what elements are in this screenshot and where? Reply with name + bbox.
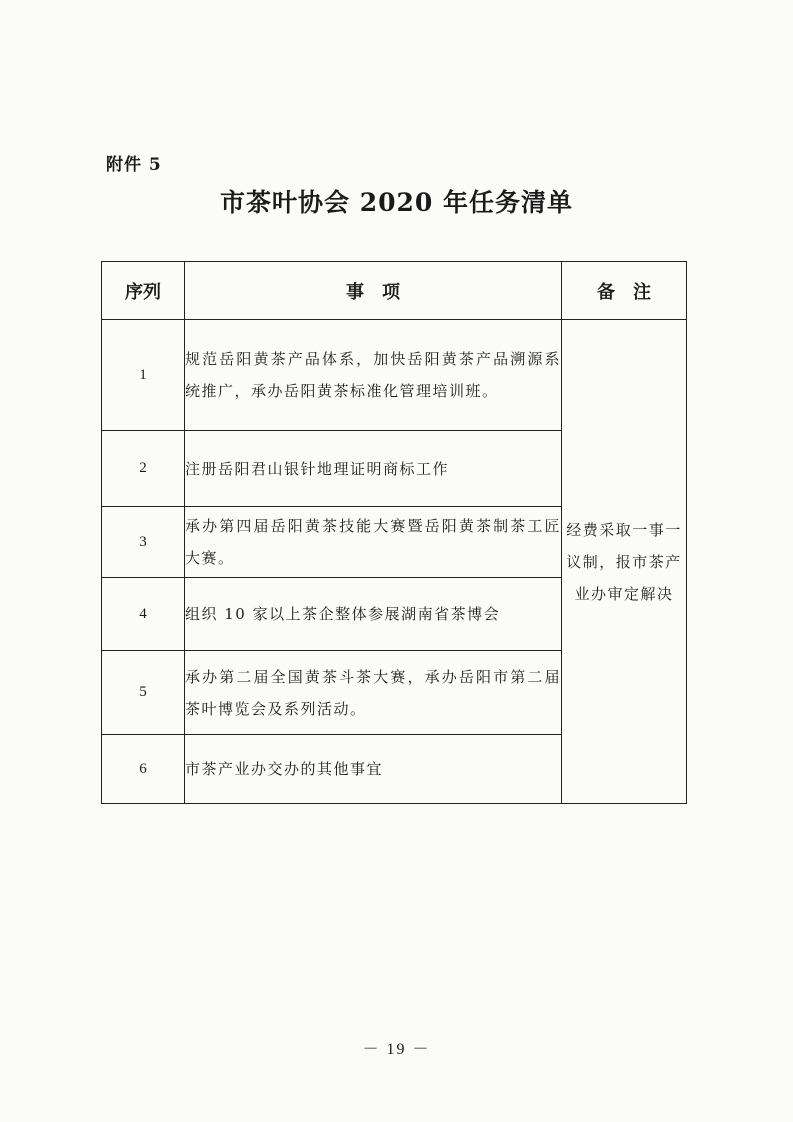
row-seq: 2 xyxy=(102,431,185,507)
remarks-cell: 经费采取一事一议制，报市茶产业办审定解决 xyxy=(562,320,687,804)
row-item: 组织 10 家以上茶企整体参展湖南省茶博会 xyxy=(185,578,562,651)
attachment-label: 附件 5 xyxy=(106,155,162,175)
row-item: 承办第二届全国黄茶斗茶大赛，承办岳阳市第二届茶叶博览会及系列活动。 xyxy=(185,651,562,735)
row-seq: 3 xyxy=(102,507,185,578)
table-row xyxy=(102,320,687,431)
page-number: － 19 － xyxy=(362,1041,431,1058)
header-note: 备 注 xyxy=(562,262,687,320)
row-seq: 5 xyxy=(102,651,185,735)
row-item: 注册岳阳君山银针地理证明商标工作 xyxy=(185,431,562,507)
row-item: 市茶产业办交办的其他事宜 xyxy=(185,735,562,804)
row-seq: 6 xyxy=(102,735,185,804)
task-table xyxy=(101,261,687,804)
row-item: 规范岳阳黄茶产品体系，加快岳阳黄茶产品溯源系统推广，承办岳阳黄茶标准化管理培训班。 xyxy=(185,320,562,431)
header-item: 事 项 xyxy=(185,262,562,320)
row-seq: 1 xyxy=(102,320,185,431)
table-header-row xyxy=(102,262,687,320)
header-seq: 序列 xyxy=(102,262,185,320)
document-title: 市茶叶协会 2020 年任务清单 xyxy=(220,188,573,217)
row-seq: 4 xyxy=(102,578,185,651)
row-item: 承办第四届岳阳黄茶技能大赛暨岳阳黄茶制茶工匠大赛。 xyxy=(185,507,562,578)
